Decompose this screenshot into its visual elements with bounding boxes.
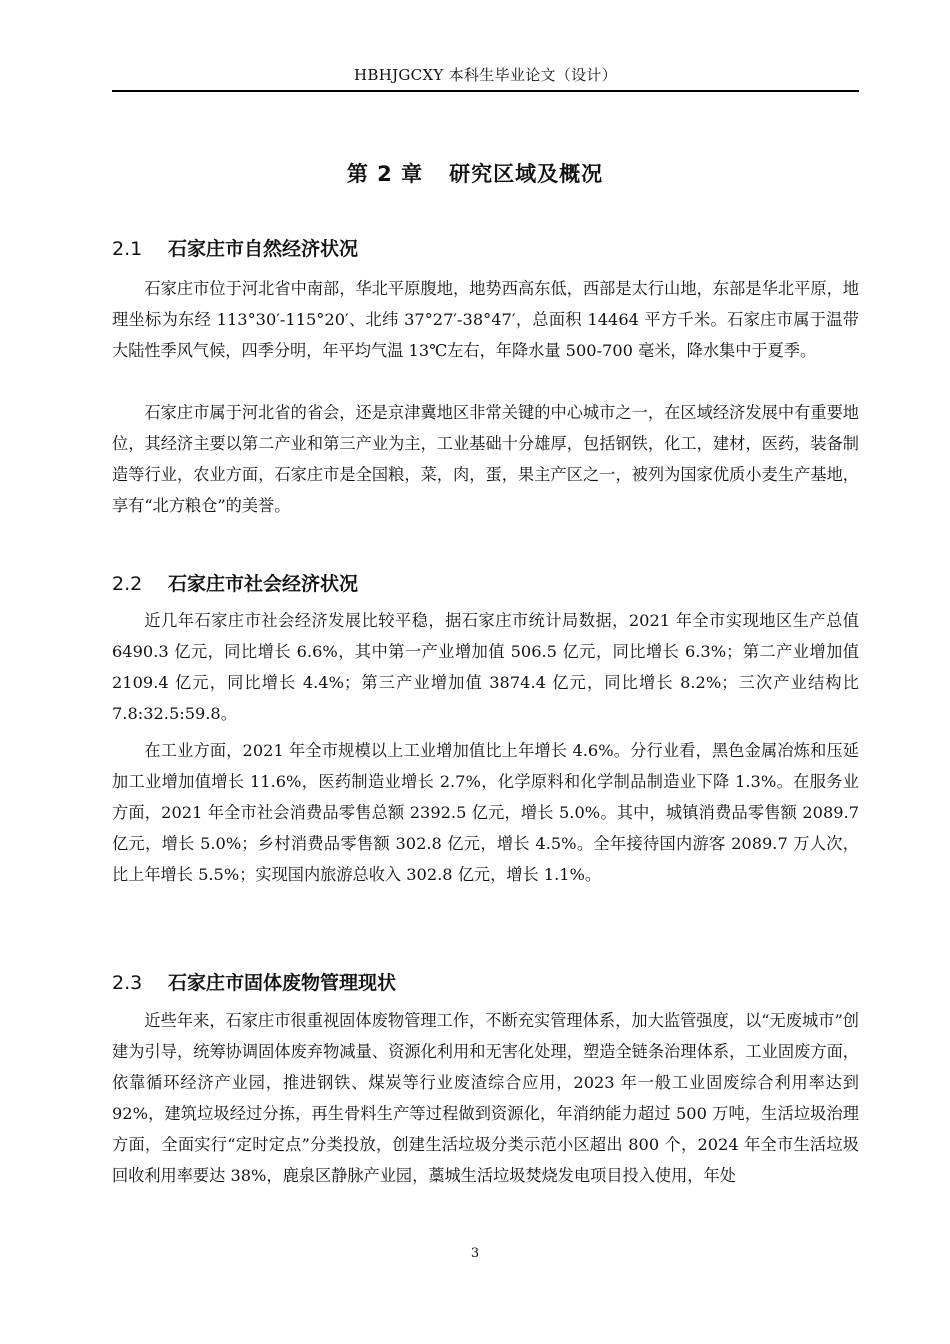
paragraph: 近几年石家庄市社会经济发展比较平稳，据石家庄市统计局数据，2021 年全市实现地区生产总值 6490.3 亿元，同比增长 6.6%，其中第一产业增加值 506.5 亿元，同比增长 6.3%；第二产业增加值 2109.4 亿元，同比增长 4.4%；第三产业增加值 3874.4 亿元，同比增长 8.2%；三次产业结构比 7.8:32.5:59.8。 (112, 611, 859, 723)
section-number: 2.3 (112, 972, 143, 994)
chapter-number: 第 2 章 (346, 162, 424, 186)
paragraph: 石家庄市属于河北省的省会，还是京津冀地区非常关键的中心城市之一，在区域经济发展中有重要地位，其经济主要以第二产业和第三产业为主，工业基础十分雄厚，包括钢铁，化工，建材，医药，装备制造等行业，农业方面，石家庄市是全国粮，菜，肉，蛋，果主产区之一，被列为国家优质小麦生产基地，享有“北方粮仓”的美誉。 (112, 403, 859, 515)
paragraph: 在工业方面，2021 年全市规模以上工业增加值比上年增长 4.6%。分行业看，黑色金属冶炼和压延加工业增加值增长 11.6%，医药制造业增长 2.7%，化学原料和化学制品制造业下降 1.3%。在服务业方面，2021 年全市社会消费品零售总额 2392.5 亿元，增长 5.0%。其中，城镇消费品零售额 2089.7 亿元，增长 5.0%；乡村消费品零售额 302.8 亿元，增长 4.5%。全年接待国内游客 2089.7 万人次，比上年增长 5.5%；实现国内旅游总收入 302.8 亿元，增长 1.1%。 (112, 741, 859, 884)
chapter-title (0, 158, 950, 188)
section-number: 2.2 (112, 573, 143, 595)
chapter-name: 研究区域及概况 (449, 162, 604, 186)
running-header: HBHJGCXY 本科生毕业论文（设计） (112, 62, 859, 92)
section-title: 石家庄市固体废物管理现状 (168, 972, 397, 994)
section-heading-2-1 (112, 234, 859, 261)
paragraph: 近些年来，石家庄市很重视固体废物管理工作，不断充实管理体系，加大监管强度，以“无废城市”创建为引导，统筹协调固体废弃物减量、资源化利用和无害化处理，塑造全链条治理体系，工业固废方面，依靠循环经济产业园，推进钢铁、煤炭等行业废渣综合应用，2023 年一般工业固废综合利用率达到 92%，建筑垃圾经过分拣，再生骨料生产等过程做到资源化，年消纳能力超过 500 万吨，生活垃圾治理方面，全面实行“定时定点”分类投放，创建生活垃圾分类示范小区超出 800 个，2024 年全市生活垃圾回收利用率要达 38%，鹿泉区静脉产业园，藁城生活垃圾焚烧发电项目投入使用，年处 (112, 1011, 859, 1185)
page-number: 3 (470, 1246, 480, 1261)
section-number: 2.1 (112, 238, 143, 260)
section-heading-2-2 (112, 569, 859, 596)
section-title: 石家庄市社会经济状况 (168, 573, 359, 595)
section-title: 石家庄市自然经济状况 (168, 238, 359, 260)
paragraph: 石家庄市位于河北省中南部，华北平原腹地，地势西高东低，西部是太行山地，东部是华北平原，地理坐标为东经 113°30′-115°20′、北纬 37°27′-38°47′，总面积 14464 平方千米。石家庄市属于温带大陆性季风气候，四季分明，年平均气温 13℃左右，年降水量 500-700 毫米，降水集中于夏季。 (112, 279, 859, 360)
section-heading-2-3 (112, 968, 859, 995)
